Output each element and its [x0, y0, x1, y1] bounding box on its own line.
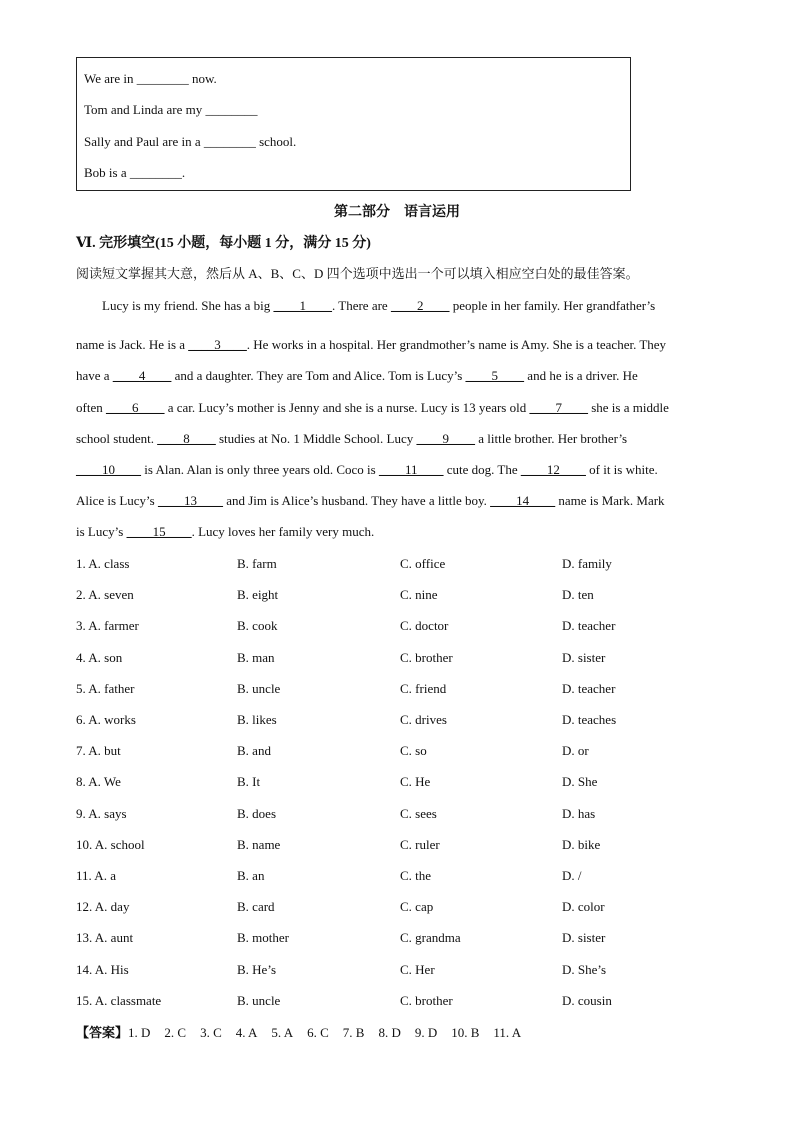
option-d: D. /	[562, 868, 582, 883]
blank: ____13____	[157, 493, 223, 508]
question-row	[76, 556, 726, 576]
question-row	[76, 712, 726, 732]
blank: ____1____	[273, 298, 332, 313]
passage-text: cute dog. The	[443, 462, 521, 477]
option-d: D. cousin	[562, 993, 612, 1008]
fill-line: Sally and Paul are in a ________ school.	[84, 134, 297, 149]
option-d: D. teacher	[562, 618, 616, 633]
option-b: B. It	[237, 774, 261, 789]
option-b: B. farm	[237, 556, 277, 571]
option-b: B. He’s	[237, 962, 276, 977]
passage-text: . He works in a hospital. Her grandmother’s name is Amy. She is a teacher. They	[246, 337, 667, 352]
passage-text: she is a middle	[587, 400, 669, 415]
option-c: C. brother	[400, 993, 453, 1008]
option-d: D. sister	[562, 930, 606, 945]
blank: ____14____	[490, 493, 556, 508]
passage-text: . Lucy loves her family very much.	[191, 524, 375, 539]
option-b: B. mother	[237, 930, 289, 945]
question-row	[76, 774, 726, 794]
option-b: B. cook	[237, 618, 278, 633]
passage-text: Lucy is my friend. She has a big	[76, 298, 274, 313]
option-c: C. drives	[400, 712, 447, 727]
answer-key	[76, 1022, 521, 1041]
passage-line	[76, 368, 638, 384]
passage-text: . There are	[332, 298, 391, 313]
option-c: C. doctor	[400, 618, 449, 633]
option-a: 11. A. a	[76, 868, 116, 883]
passage-text: often	[76, 400, 106, 415]
option-c: C. nine	[400, 587, 438, 602]
option-d: D. bike	[562, 837, 601, 852]
passage-line	[76, 400, 669, 416]
option-d: D. has	[562, 806, 596, 821]
option-a: 2. A. seven	[76, 587, 134, 602]
passage-text: a car. Lucy’s mother is Jenny and she is a nurse. Lucy is 13 years old	[164, 400, 530, 415]
blank: ____7____	[529, 400, 588, 415]
passage-text: is Alan. Alan is only three years old. Coco is	[141, 462, 379, 477]
answer-item: 4. A	[235, 1025, 258, 1040]
option-d: D. teaches	[562, 712, 617, 727]
option-a: 1. A. class	[76, 556, 130, 571]
blank: ____4____	[112, 368, 172, 383]
option-d: D. color	[562, 899, 605, 914]
passage-text: a little brother. Her brother’s	[475, 431, 628, 446]
option-d: D. family	[562, 556, 612, 571]
answer-item: 7. B	[342, 1025, 365, 1040]
option-c: C. office	[400, 556, 446, 571]
option-b: B. uncle	[237, 993, 281, 1008]
option-a: 5. A. father	[76, 681, 135, 696]
blank: ____3____	[188, 337, 247, 352]
answer-item: 6. C	[307, 1025, 329, 1040]
option-c: C. brother	[400, 650, 453, 665]
question-row	[76, 743, 726, 763]
passage-text: and Jim is Alice’s husband. They have a little boy.	[222, 493, 491, 508]
option-c: C. grandma	[400, 930, 461, 945]
option-c: C. ruler	[400, 837, 440, 852]
passage-text: and he is a driver. He	[524, 368, 638, 383]
question-row	[76, 899, 726, 919]
blank: ____5____	[465, 368, 525, 383]
passage-text: name is Mark. Mark	[555, 493, 665, 508]
blank: ____2____	[390, 298, 450, 313]
option-c: C. the	[400, 868, 432, 883]
question-row	[76, 650, 726, 670]
answer-item: 3. C	[200, 1025, 222, 1040]
option-b: B. card	[237, 899, 275, 914]
option-b: B. eight	[237, 587, 279, 602]
passage-line	[76, 462, 658, 478]
answer-item: 10. B	[451, 1025, 480, 1040]
blank: ____12____	[520, 462, 586, 477]
option-c: C. so	[400, 743, 427, 758]
passage-text: people in her family. Her grandfather’s	[449, 298, 656, 313]
answer-item: 9. D	[414, 1025, 438, 1040]
instruction-text: 阅读短文掌握其大意，然后从 A、B、C、D 四个选项中选出一个可以填入相应空白处的最佳答案。	[76, 266, 639, 281]
passage-text: name is Jack. He is a	[76, 337, 189, 352]
option-b: B. man	[237, 650, 275, 665]
question-row	[76, 837, 726, 857]
option-d: D. She’s	[562, 962, 607, 977]
blank: ____6____	[105, 400, 165, 415]
option-a: 7. A. but	[76, 743, 121, 758]
passage-line	[76, 295, 655, 314]
blank: ____11____	[378, 462, 444, 477]
option-d: D. or	[562, 743, 589, 758]
option-a: 12. A. day	[76, 899, 130, 914]
option-d: D. ten	[562, 587, 594, 602]
passage-line	[76, 337, 666, 353]
option-b: B. does	[237, 806, 276, 821]
passage-line	[76, 431, 627, 447]
option-b: B. uncle	[237, 681, 281, 696]
answer-item: 2. C	[164, 1025, 187, 1040]
blank: ____9____	[416, 431, 476, 446]
option-d: D. teacher	[562, 681, 616, 696]
answer-label: 【答案】	[76, 1025, 129, 1040]
passage-text: studies at No. 1 Middle School. Lucy	[215, 431, 417, 446]
blank: ____8____	[157, 431, 216, 446]
option-d: D. She	[562, 774, 598, 789]
blank: ____15____	[126, 524, 192, 539]
part-title: 第二部分 语言运用	[334, 205, 460, 220]
question-row	[76, 868, 726, 888]
answer-item: 8. D	[378, 1025, 401, 1040]
option-a: 8. A. We	[76, 774, 121, 789]
question-row	[76, 806, 726, 826]
option-c: C. cap	[400, 899, 434, 914]
option-b: B. name	[237, 837, 281, 852]
passage-text: have a	[76, 368, 113, 383]
option-a: 9. A. says	[76, 806, 127, 821]
passage-line	[76, 493, 665, 509]
fill-in-box	[76, 57, 631, 191]
fill-line: We are in ________ now.	[84, 71, 217, 86]
passage-text: of it is white.	[585, 462, 658, 477]
option-a: 3. A. farmer	[76, 618, 139, 633]
passage-text: Alice is Lucy’s	[76, 493, 158, 508]
option-a: 13. A. aunt	[76, 930, 134, 945]
option-c: C. He	[400, 774, 431, 789]
passage-text: school student.	[76, 431, 158, 446]
option-a: 14. A. His	[76, 962, 129, 977]
question-row	[76, 681, 726, 701]
fill-line: Bob is a ________.	[84, 165, 186, 180]
question-row	[76, 587, 726, 607]
option-a: 15. A. classmate	[76, 993, 162, 1008]
answer-item: 5. A	[271, 1025, 294, 1040]
option-b: B. likes	[237, 712, 277, 727]
passage-line	[76, 524, 374, 540]
option-b: B. an	[237, 868, 265, 883]
option-c: C. friend	[400, 681, 447, 696]
question-row	[76, 930, 726, 950]
answer-item: 11. A	[493, 1025, 522, 1040]
option-a: 4. A. son	[76, 650, 123, 665]
blank: ____10____	[76, 462, 141, 477]
option-c: C. Her	[400, 962, 435, 977]
option-c: C. sees	[400, 806, 437, 821]
passage-text: and a daughter. They are Tom and Alice. Tom is Lucy’s	[171, 368, 466, 383]
question-row	[76, 618, 726, 638]
option-d: D. sister	[562, 650, 606, 665]
question-row	[76, 993, 726, 1013]
option-b: B. and	[237, 743, 271, 758]
question-row	[76, 962, 726, 982]
section-title: Ⅵ. 完形填空(15 小题，每小题 1 分，满分 15 分)	[76, 236, 371, 251]
option-a: 6. A. works	[76, 712, 136, 727]
option-a: 10. A. school	[76, 837, 145, 852]
fill-line: Tom and Linda are my ________	[84, 102, 258, 117]
passage-text: is Lucy’s	[76, 524, 127, 539]
answer-item: 1. D	[128, 1025, 151, 1040]
